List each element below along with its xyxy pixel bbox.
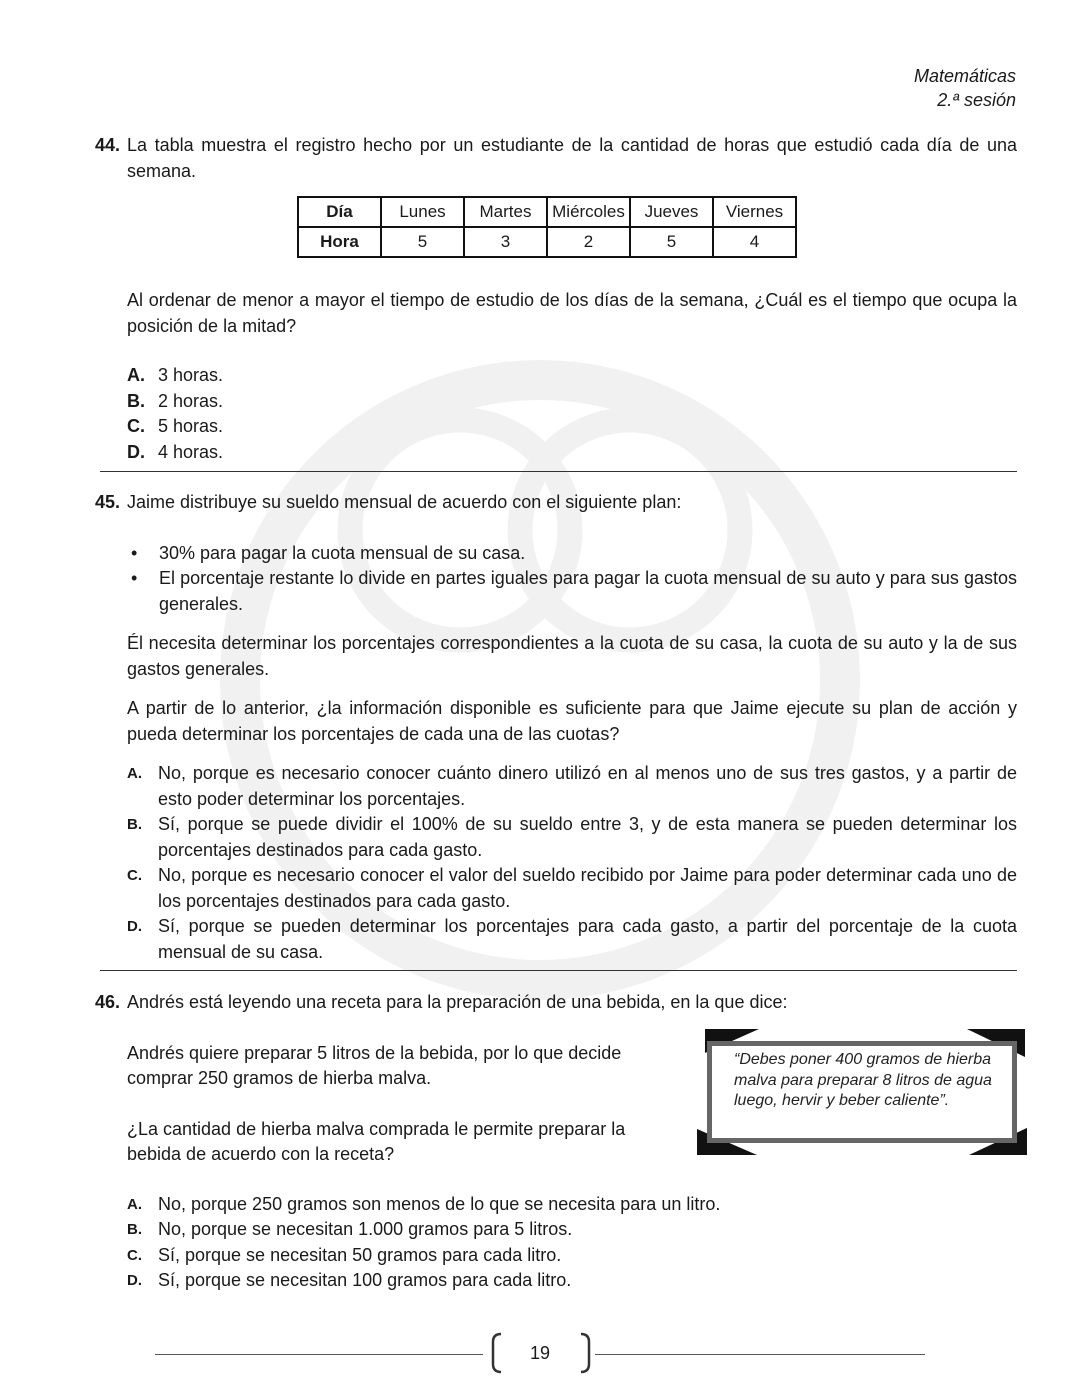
study-hours-table bbox=[297, 196, 797, 258]
page-number: 19 bbox=[529, 1343, 551, 1363]
option-text: 4 horas. bbox=[158, 441, 224, 462]
table-cell: 5 bbox=[630, 227, 713, 257]
footer-rule bbox=[155, 1354, 483, 1355]
question-text: ¿La cantidad de hierba malva comprada le permite preparar la bebida de acuerdo con la receta? bbox=[127, 1118, 626, 1164]
table-cell: Martes bbox=[464, 197, 547, 227]
option-text: Sí, porque se pueden determinar los porcentajes para cada gasto, a partir del porcentaje de la cuota mensual de su casa. bbox=[158, 916, 1017, 962]
question-number: 46. bbox=[95, 992, 121, 1012]
option-b[interactable] bbox=[127, 1217, 1017, 1243]
option-letter: D. bbox=[127, 918, 142, 935]
table-cell: Miércoles bbox=[547, 197, 630, 227]
option-text: 3 horas. bbox=[158, 365, 224, 385]
table-cell: 2 bbox=[547, 227, 630, 257]
option-text: No, porque es necesario conocer cuánto dinero utilizó en al menos uno de sus tres gastos, y a partir de esto poder determinar los porcentajes. bbox=[158, 763, 1017, 809]
table-cell: 4 bbox=[713, 227, 796, 257]
options-list bbox=[95, 363, 1017, 465]
page-footer bbox=[155, 1330, 925, 1378]
option-a[interactable] bbox=[127, 1192, 1017, 1218]
subject-label: Matemáticas bbox=[913, 66, 1016, 86]
question-stem: Jaime distribuye su sueldo mensual de acuerdo con el siguiente plan: bbox=[127, 492, 682, 512]
option-text: 5 horas. bbox=[158, 416, 224, 436]
question-45 bbox=[95, 490, 1017, 965]
option-c[interactable] bbox=[127, 1243, 1017, 1269]
option-text: Sí, porque se necesitan 100 gramos para cada litro. bbox=[158, 1270, 572, 1290]
table-row bbox=[298, 197, 796, 227]
option-text: 2 horas. bbox=[158, 390, 224, 411]
option-letter: D. bbox=[127, 441, 145, 462]
table-cell: Jueves bbox=[630, 197, 713, 227]
table-cell: Lunes bbox=[381, 197, 464, 227]
list-item-text: El porcentaje restante lo divide en partes iguales para pagar la cuota mensual de su auto y para sus gastos generales. bbox=[159, 568, 1017, 614]
question-number: 45. bbox=[95, 492, 121, 512]
table-cell: 5 bbox=[381, 227, 464, 257]
bullet-icon: • bbox=[131, 568, 138, 588]
option-text: No, porque se necesitan 1.000 gramos para 5 litros. bbox=[158, 1219, 573, 1239]
question-44 bbox=[95, 133, 1017, 465]
list-item bbox=[131, 541, 1017, 567]
options-list bbox=[95, 761, 1017, 965]
option-text: No, porque es necesario conocer el valor del sueldo recibido por Jaime para poder determinar cada uno de los porcentajes destinados para cada gasto. bbox=[158, 865, 1017, 911]
paragraph: Él necesita determinar los porcentajes correspondientes a la cuota de su casa, la cuota de su auto y la de sus gastos generales. bbox=[127, 633, 1017, 679]
table-cell: 3 bbox=[464, 227, 547, 257]
table-header-cell: Hora bbox=[298, 227, 381, 257]
option-c[interactable] bbox=[127, 863, 1017, 914]
option-a[interactable] bbox=[127, 761, 1017, 812]
left-brace-icon bbox=[487, 1332, 505, 1374]
bullet-icon: • bbox=[131, 542, 138, 563]
option-letter: D. bbox=[127, 1272, 142, 1289]
question-stem: Andrés está leyendo una receta para la preparación de una bebida, en la que dice: bbox=[127, 992, 788, 1012]
option-text: Sí, porque se puede dividir el 100% de su sueldo entre 3, y de esta manera se pueden determinar los porcentajes destinados para cada gasto. bbox=[158, 814, 1017, 860]
question-text: A partir de lo anterior, ¿la información disponible es suficiente para que Jaime ejecute su plan de acción y pueda determinar los porcentajes de cada una de las cuotas? bbox=[127, 698, 1017, 744]
options-list bbox=[95, 1192, 1017, 1294]
footer-rule bbox=[595, 1354, 925, 1355]
question-number: 44. bbox=[95, 135, 121, 155]
option-c[interactable] bbox=[127, 414, 1017, 440]
option-b[interactable] bbox=[127, 812, 1017, 863]
option-letter: C. bbox=[127, 1246, 142, 1264]
option-letter: C. bbox=[127, 416, 145, 436]
option-letter: C. bbox=[127, 867, 142, 884]
option-letter: A. bbox=[127, 1195, 142, 1213]
section-divider bbox=[100, 471, 1017, 472]
option-d[interactable] bbox=[127, 1268, 1017, 1294]
session-label: 2.ª sesión bbox=[937, 90, 1016, 110]
right-brace-icon bbox=[577, 1332, 595, 1374]
option-letter: B. bbox=[127, 1221, 142, 1238]
list-item bbox=[131, 566, 1017, 617]
option-letter: A. bbox=[127, 365, 145, 385]
list-item-text: 30% para pagar la cuota mensual de su casa. bbox=[159, 542, 526, 563]
table-header-cell: Día bbox=[298, 197, 381, 227]
question-stem: La tabla muestra el registro hecho por un estudiante de la cantidad de horas que estudió cada día de una semana. bbox=[127, 135, 1017, 181]
option-letter: A. bbox=[127, 765, 142, 782]
recipe-quote-box bbox=[697, 1029, 1027, 1155]
table-cell: Viernes bbox=[713, 197, 796, 227]
option-d[interactable] bbox=[127, 440, 1017, 466]
option-d[interactable] bbox=[127, 914, 1017, 965]
section-divider bbox=[100, 970, 1017, 971]
option-a[interactable] bbox=[127, 363, 1017, 389]
paragraph: Andrés quiere preparar 5 litros de la bebida, por lo que decide comprar 250 gramos de hierba malva. bbox=[127, 1042, 622, 1088]
question-text: Al ordenar de menor a mayor el tiempo de estudio de los días de la semana, ¿Cuál es el tiempo que ocupa la posición de la mitad? bbox=[127, 290, 1017, 336]
option-letter: B. bbox=[127, 816, 142, 833]
option-text: No, porque 250 gramos son menos de lo que se necesita para un litro. bbox=[158, 1193, 721, 1214]
table-row bbox=[298, 227, 796, 257]
page-header bbox=[914, 64, 1016, 112]
option-b[interactable] bbox=[127, 389, 1017, 415]
option-text: Sí, porque se necesitan 50 gramos para cada litro. bbox=[158, 1244, 562, 1265]
option-letter: B. bbox=[127, 390, 145, 411]
plan-bullet-list bbox=[95, 541, 1017, 618]
quote-text: “Debes poner 400 gramos de hierba malva para preparar 8 litros de agua luego, hervir y beber caliente”. bbox=[707, 1041, 1017, 1143]
